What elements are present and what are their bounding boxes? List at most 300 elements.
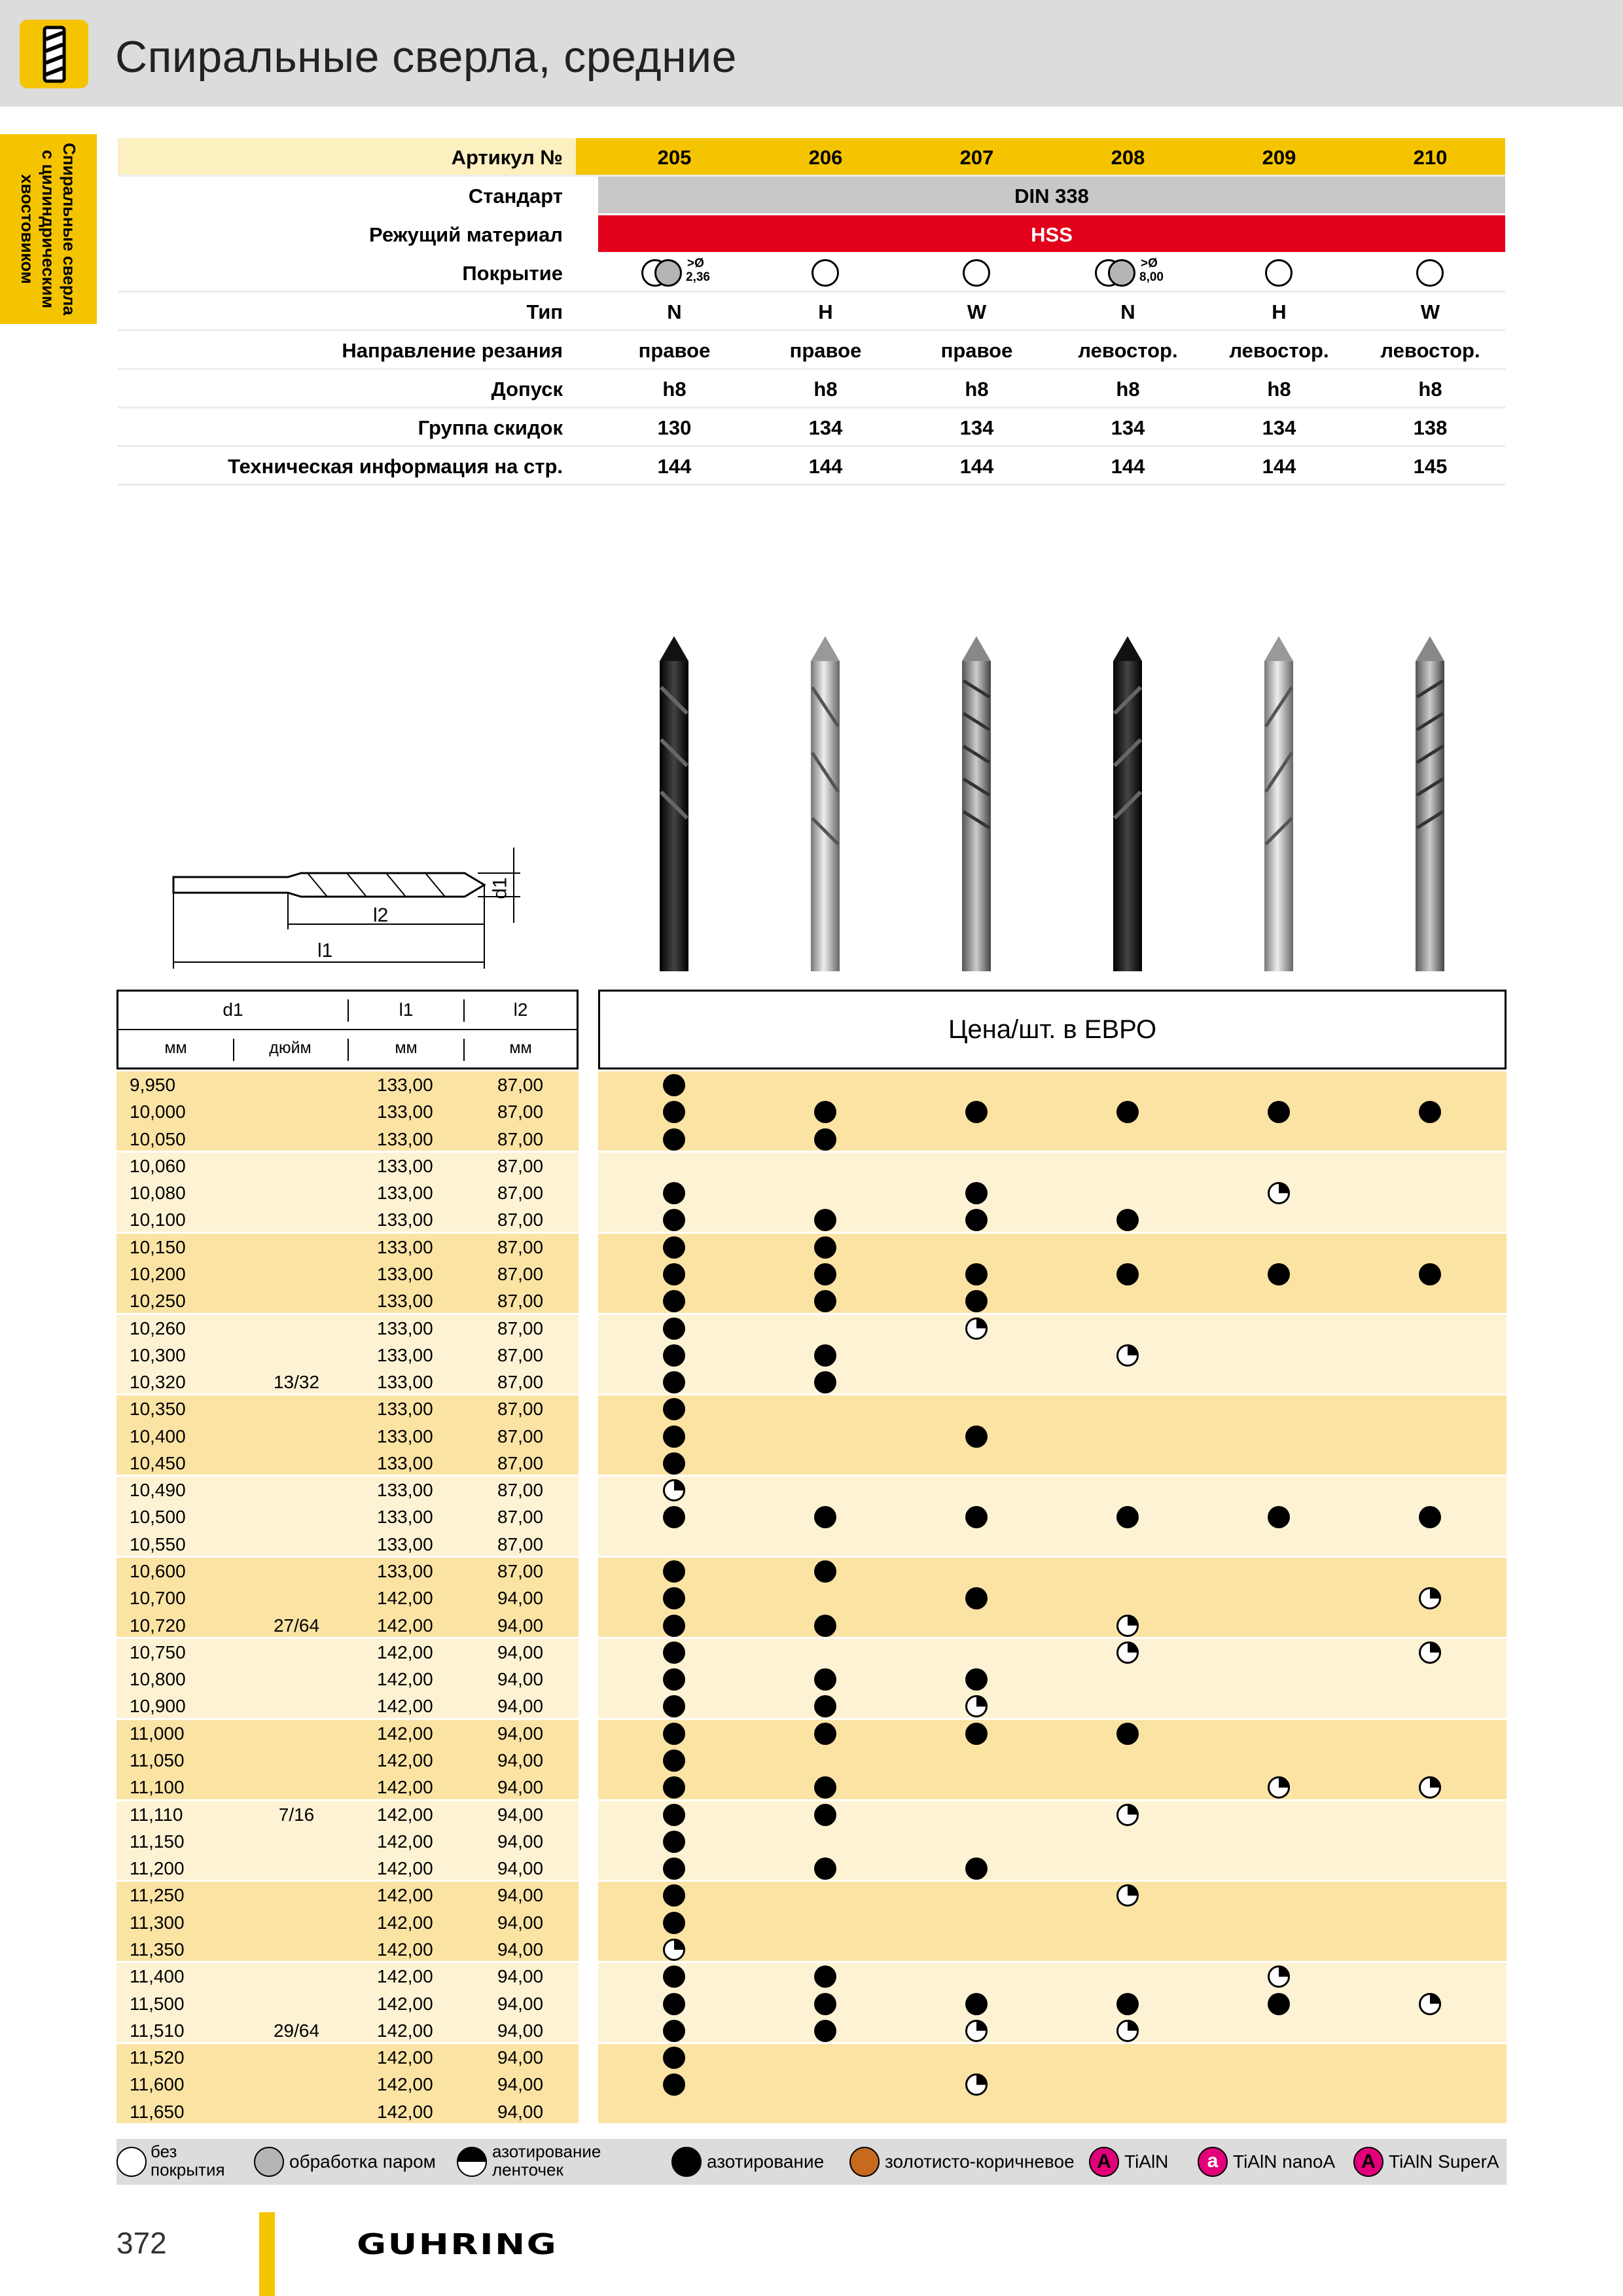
stock-available-icon <box>663 1749 685 1772</box>
stock-available-icon <box>814 1668 836 1691</box>
table-row <box>116 1450 579 1477</box>
head-l1: l1 <box>399 999 414 1020</box>
brand-logo: GUHRING <box>357 2228 558 2261</box>
stock-limited-icon <box>1268 1182 1290 1204</box>
drill-dimension-diagram <box>164 844 530 975</box>
stock-limited-icon <box>1419 1641 1441 1664</box>
tolerance-value: h8 <box>813 378 838 401</box>
tolerance-value: h8 <box>1418 378 1442 401</box>
cell-l2: 87,00 <box>497 1102 544 1122</box>
unit-inch: дюйм <box>269 1039 312 1057</box>
cell-l1: 133,00 <box>377 1102 433 1122</box>
cell-l2: 87,00 <box>497 1318 544 1338</box>
cell-l2: 94,00 <box>497 1993 544 2014</box>
tech-page-value: 144 <box>808 455 843 478</box>
legend-label: без покрытия <box>151 2142 225 2179</box>
tech-page-value: 144 <box>959 455 994 478</box>
stock-available-icon <box>663 1371 685 1393</box>
label-material: Режущий материал <box>369 223 563 246</box>
tech-page-value: 144 <box>657 455 692 478</box>
cell-d1-mm: 11,150 <box>130 1831 185 1852</box>
stock-available-icon <box>814 1263 836 1285</box>
tialn-supera-icon: A <box>1353 2147 1383 2177</box>
material-value: HSS <box>1031 223 1073 246</box>
article-210: 210 <box>1413 146 1448 169</box>
cell-l1: 133,00 <box>377 1344 433 1365</box>
stock-available-icon <box>814 1615 836 1637</box>
stock-limited-icon <box>1268 1965 1290 1988</box>
table-row <box>116 1098 579 1125</box>
cell-d1-mm: 10,720 <box>130 1615 186 1636</box>
drill-209-icon <box>1264 636 1293 971</box>
type-value: H <box>818 300 833 323</box>
cell-d1-mm: 10,400 <box>130 1426 186 1446</box>
table-row <box>116 1153 579 1179</box>
strip-nitrided-icon <box>457 2147 487 2177</box>
cell-l1: 133,00 <box>377 1155 433 1176</box>
stock-available-icon <box>965 1723 988 1745</box>
stock-available-icon <box>965 1993 988 2015</box>
table-row <box>116 1666 579 1693</box>
table-row <box>116 1423 579 1450</box>
coating-note: >Ø <box>1141 257 1158 270</box>
table-row <box>116 1585 579 1611</box>
stock-available-icon <box>965 1182 988 1204</box>
row-band <box>598 1071 1507 1151</box>
cell-d1-inch: 27/64 <box>273 1615 320 1636</box>
drill-images <box>0 0 1623 982</box>
article-207: 207 <box>959 146 994 169</box>
stock-available-icon <box>663 1857 685 1880</box>
table-row <box>116 1774 579 1801</box>
cell-d1-mm: 11,520 <box>130 2047 185 2068</box>
cell-l2: 87,00 <box>497 1561 544 1582</box>
drill-206-icon <box>811 636 840 971</box>
article-206: 206 <box>808 146 843 169</box>
stock-available-icon <box>663 1182 685 1204</box>
discount-value: 134 <box>959 416 994 439</box>
nitrided-icon <box>671 2147 702 2177</box>
footer-accent-bar <box>259 2212 275 2296</box>
stock-available-icon <box>663 1426 685 1448</box>
tolerance-value: h8 <box>1267 378 1291 401</box>
row-band <box>598 1882 1507 1961</box>
table-row <box>116 1882 579 1909</box>
table-row <box>116 1639 579 1666</box>
cell-d1-mm: 11,350 <box>130 1939 185 1960</box>
cell-d1-mm: 10,550 <box>130 1534 186 1554</box>
row-band <box>598 1801 1507 1880</box>
discount-value: 138 <box>1413 416 1448 439</box>
cell-l1: 142,00 <box>377 1993 433 2014</box>
cell-l2: 87,00 <box>497 1480 544 1501</box>
cell-l1: 142,00 <box>377 1831 433 1852</box>
cell-l2: 87,00 <box>497 1128 544 1149</box>
cell-l1: 142,00 <box>377 1723 433 1744</box>
type-value: N <box>667 300 682 323</box>
cell-l2: 87,00 <box>497 1183 544 1204</box>
stock-limited-icon <box>1116 1344 1139 1367</box>
cell-l1: 133,00 <box>377 1263 433 1284</box>
table-row <box>116 1990 579 2017</box>
direction-value: правое <box>638 339 711 362</box>
coating-note: 8,00 <box>1139 270 1164 284</box>
unit-mm: мм <box>164 1039 187 1057</box>
table-row <box>116 1234 579 1261</box>
cell-d1-mm: 10,320 <box>130 1372 186 1393</box>
gold-brown-icon <box>849 2147 880 2177</box>
cell-d1-mm: 11,050 <box>130 1750 185 1770</box>
unit-mm: мм <box>509 1039 532 1057</box>
standard-value: DIN 338 <box>1014 185 1089 207</box>
stock-available-icon <box>814 1560 836 1583</box>
cell-l2: 94,00 <box>497 1696 544 1717</box>
cell-l2: 94,00 <box>497 1723 544 1744</box>
cell-l1: 133,00 <box>377 1452 433 1473</box>
table-row <box>116 1342 579 1369</box>
type-value: N <box>1120 300 1135 323</box>
page-number: 372 <box>116 2226 167 2260</box>
cell-d1-mm: 10,350 <box>130 1399 186 1420</box>
tialn-nanoa-icon: a <box>1198 2147 1228 2177</box>
stock-available-icon <box>663 1452 685 1475</box>
table-row <box>116 1503 579 1530</box>
table-row <box>116 1612 579 1639</box>
stock-available-icon <box>814 1290 836 1312</box>
stock-available-icon <box>663 1668 685 1691</box>
cell-d1-mm: 11,600 <box>130 2074 185 2095</box>
stock-available-icon <box>814 1344 836 1367</box>
cell-l1: 142,00 <box>377 2074 433 2095</box>
cell-l1: 142,00 <box>377 1777 433 1798</box>
cell-d1-mm: 10,750 <box>130 1641 186 1662</box>
stock-available-icon <box>663 2047 685 2069</box>
cell-l2: 94,00 <box>497 1777 544 1798</box>
table-row <box>116 1126 579 1153</box>
tech-page-value: 144 <box>1111 455 1145 478</box>
stock-limited-icon <box>1116 1804 1139 1826</box>
stock-available-icon <box>663 1263 685 1285</box>
stock-available-icon <box>965 1290 988 1312</box>
direction-value: левостор. <box>1380 339 1480 362</box>
cell-l2: 94,00 <box>497 1615 544 1636</box>
article-209: 209 <box>1262 146 1296 169</box>
row-band <box>598 1234 1507 1313</box>
discount-value: 134 <box>1262 416 1296 439</box>
stock-available-icon <box>663 1236 685 1259</box>
table-row <box>116 1963 579 1990</box>
cell-d1-mm: 10,000 <box>130 1102 186 1122</box>
cell-l2: 87,00 <box>497 1155 544 1176</box>
cell-l2: 87,00 <box>497 1507 544 1528</box>
uncoated-icon <box>116 2147 147 2177</box>
stock-available-icon <box>1116 1263 1139 1285</box>
cell-d1-mm: 11,300 <box>130 1912 185 1933</box>
cell-d1-mm: 11,000 <box>130 1723 185 1744</box>
stock-available-icon <box>814 1128 836 1151</box>
cell-l1: 142,00 <box>377 2047 433 2068</box>
side-tab-line: хвостовиком <box>18 174 37 284</box>
cell-l1: 142,00 <box>377 1669 433 1690</box>
cell-d1-mm: 10,200 <box>130 1263 186 1284</box>
stock-limited-icon <box>1116 1641 1139 1664</box>
stock-available-icon <box>1268 1993 1290 2015</box>
cell-l1: 133,00 <box>377 1075 433 1095</box>
cell-l1: 142,00 <box>377 1939 433 1960</box>
stock-available-icon <box>814 2020 836 2042</box>
stock-available-icon <box>814 1857 836 1880</box>
drill-208-icon <box>1113 636 1142 971</box>
cell-d1-mm: 10,050 <box>130 1128 186 1149</box>
tolerance-value: h8 <box>1116 378 1140 401</box>
cell-l1: 133,00 <box>377 1480 433 1501</box>
steam-treated-icon <box>254 2147 284 2177</box>
tech-page-value: 145 <box>1413 455 1448 478</box>
stock-available-icon <box>965 1668 988 1691</box>
cell-d1-mm: 11,100 <box>130 1777 185 1798</box>
cell-l2: 94,00 <box>497 1858 544 1879</box>
label-article: Артикул № <box>451 146 563 169</box>
cell-l2: 94,00 <box>497 1885 544 1906</box>
stock-available-icon <box>814 1236 836 1259</box>
label-standard: Стандарт <box>468 185 563 207</box>
stock-available-icon <box>663 1804 685 1826</box>
row-band <box>598 1395 1507 1475</box>
cell-d1-mm: 10,080 <box>130 1183 186 1204</box>
cell-l1: 142,00 <box>377 2020 433 2041</box>
discount-value: 134 <box>1111 416 1145 439</box>
legend-label: TiAlN SuperA <box>1389 2151 1499 2172</box>
stock-available-icon <box>663 2020 685 2042</box>
cell-l1: 142,00 <box>377 1641 433 1662</box>
cell-l1: 142,00 <box>377 1912 433 1933</box>
stock-available-icon <box>814 1371 836 1393</box>
coating-legend <box>116 2139 1507 2185</box>
cell-l1: 142,00 <box>377 2101 433 2122</box>
table-row <box>116 1315 579 1342</box>
cell-l2: 87,00 <box>497 1452 544 1473</box>
cell-l2: 87,00 <box>497 1372 544 1393</box>
side-tab-line: с цилиндрическим <box>39 149 58 309</box>
stock-available-icon <box>663 1074 685 1096</box>
stock-limited-icon <box>1116 1615 1139 1637</box>
stock-available-icon <box>1116 1993 1139 2015</box>
cell-d1-mm: 10,300 <box>130 1344 186 1365</box>
cell-d1-mm: 10,600 <box>130 1561 186 1582</box>
stock-available-icon <box>663 1560 685 1583</box>
table-row <box>116 1558 579 1585</box>
cell-d1-mm: 11,650 <box>130 2101 185 2122</box>
stock-available-icon <box>1419 1263 1441 1285</box>
cell-l1: 133,00 <box>377 1210 433 1230</box>
side-tab-line: Спиральные сверла <box>60 143 79 315</box>
cell-l1: 142,00 <box>377 1615 433 1636</box>
table-row <box>116 1720 579 1747</box>
cell-d1-inch: 7/16 <box>278 1804 315 1825</box>
cell-l2: 94,00 <box>497 1804 544 1825</box>
stock-available-icon <box>814 1723 836 1745</box>
cell-l2: 94,00 <box>497 1641 544 1662</box>
cell-d1-inch: 29/64 <box>273 2020 320 2041</box>
row-band <box>598 1639 1507 1718</box>
cell-l2: 94,00 <box>497 2020 544 2041</box>
cell-d1-mm: 10,800 <box>130 1669 186 1690</box>
cell-l2: 94,00 <box>497 1939 544 1960</box>
row-band <box>598 1315 1507 1394</box>
table-row <box>116 1693 579 1719</box>
cell-l1: 133,00 <box>377 1318 433 1338</box>
table-row <box>116 1261 579 1287</box>
cell-d1-mm: 11,110 <box>130 1804 183 1825</box>
drill-210-icon <box>1416 636 1444 971</box>
stock-available-icon <box>814 1993 836 2015</box>
table-row <box>116 1801 579 1828</box>
stock-available-icon <box>965 1426 988 1448</box>
tolerance-value: h8 <box>662 378 687 401</box>
table-row <box>116 1855 579 1882</box>
row-band <box>598 2044 1507 2123</box>
label-direction: Направление резания <box>342 339 563 362</box>
cell-l2: 94,00 <box>497 2101 544 2122</box>
unit-mm: мм <box>395 1039 418 1057</box>
stock-limited-icon <box>965 1318 988 1340</box>
cell-l2: 87,00 <box>497 1263 544 1284</box>
cell-l1: 142,00 <box>377 1588 433 1609</box>
cell-l1: 142,00 <box>377 1804 433 1825</box>
cell-l2: 87,00 <box>497 1291 544 1312</box>
direction-value: левостор. <box>1078 339 1178 362</box>
cell-l1: 133,00 <box>377 1426 433 1446</box>
stock-available-icon <box>663 1318 685 1340</box>
stock-available-icon <box>814 1965 836 1988</box>
cell-l1: 133,00 <box>377 1399 433 1420</box>
label-discount: Группа скидок <box>418 416 563 439</box>
table-row <box>116 1287 579 1314</box>
table-row <box>116 2017 579 2044</box>
direction-value: правое <box>789 339 862 362</box>
cell-l1: 142,00 <box>377 1858 433 1879</box>
stock-limited-icon <box>965 2020 988 2042</box>
legend-label: азотирование <box>707 2151 825 2172</box>
cell-d1-inch: 13/32 <box>273 1372 320 1393</box>
cell-l2: 87,00 <box>497 1344 544 1365</box>
cell-l2: 87,00 <box>497 1210 544 1230</box>
legend-label: обработка паром <box>289 2151 436 2172</box>
table-row <box>116 2071 579 2098</box>
stock-available-icon <box>965 1857 988 1880</box>
legend-label: TiAlN <box>1124 2151 1169 2172</box>
table-row <box>116 1936 579 1963</box>
dimension-table-header <box>116 990 579 1069</box>
article-205: 205 <box>657 146 692 169</box>
table-row <box>116 2098 579 2125</box>
cell-d1-mm: 9,950 <box>130 1075 176 1095</box>
legend-label: золотисто-коричневое <box>885 2151 1075 2172</box>
l2-label: l2 <box>373 905 389 926</box>
cell-l1: 142,00 <box>377 1885 433 1906</box>
cell-l1: 133,00 <box>377 1236 433 1257</box>
row-band <box>598 1558 1507 1637</box>
label-tolerance: Допуск <box>491 378 563 401</box>
cell-l2: 87,00 <box>497 1236 544 1257</box>
cell-l1: 133,00 <box>377 1291 433 1312</box>
cell-l1: 133,00 <box>377 1372 433 1393</box>
table-row <box>116 1477 579 1503</box>
cell-l2: 87,00 <box>497 1075 544 1095</box>
tolerance-value: h8 <box>965 378 989 401</box>
type-value: W <box>967 300 987 323</box>
cell-d1-mm: 10,060 <box>130 1155 186 1176</box>
cell-l1: 142,00 <box>377 1750 433 1770</box>
table-row <box>116 1828 579 1855</box>
cell-l1: 133,00 <box>377 1507 433 1528</box>
stock-limited-icon <box>1419 1993 1441 2015</box>
table-row <box>116 1179 579 1206</box>
page-title: Спиральные сверла, средние <box>115 32 737 82</box>
cell-d1-mm: 11,250 <box>130 1885 185 1906</box>
cell-l2: 94,00 <box>497 2047 544 2068</box>
cell-d1-mm: 10,490 <box>130 1480 186 1501</box>
table-row <box>116 1531 579 1558</box>
table-row <box>116 1369 579 1395</box>
cell-d1-mm: 11,510 <box>130 2020 185 2041</box>
stock-available-icon <box>1268 1263 1290 1285</box>
cell-l2: 94,00 <box>497 1750 544 1770</box>
cell-d1-mm: 10,700 <box>130 1588 186 1609</box>
price-header <box>598 990 1507 1069</box>
cell-l2: 94,00 <box>497 1669 544 1690</box>
cell-d1-mm: 10,250 <box>130 1291 186 1312</box>
cell-d1-mm: 10,500 <box>130 1507 186 1528</box>
cell-l1: 133,00 <box>377 1128 433 1149</box>
stock-available-icon <box>663 1344 685 1367</box>
cell-l1: 142,00 <box>377 1966 433 1987</box>
cell-l1: 142,00 <box>377 1696 433 1717</box>
cell-l2: 94,00 <box>497 1912 544 1933</box>
legend-label: азотирование ленточек <box>492 2142 601 2179</box>
price-title: Цена/шт. в ЕВРО <box>948 1015 1157 1044</box>
row-band <box>598 1153 1507 1232</box>
stock-available-icon <box>663 1912 685 1934</box>
cell-l2: 94,00 <box>497 1831 544 1852</box>
table-row <box>116 2044 579 2071</box>
stock-available-icon <box>965 1263 988 1285</box>
cell-l2: 87,00 <box>497 1399 544 1420</box>
cell-d1-mm: 11,200 <box>130 1858 185 1879</box>
stock-available-icon <box>663 1993 685 2015</box>
type-value: H <box>1272 300 1287 323</box>
table-row <box>116 1909 579 1936</box>
cell-d1-mm: 10,260 <box>130 1318 186 1338</box>
cell-d1-mm: 11,400 <box>130 1966 185 1987</box>
stock-limited-icon <box>663 1479 685 1501</box>
label-tech-info: Техническая информация на стр. <box>228 455 563 478</box>
head-l2: l2 <box>513 999 528 1020</box>
label-coating: Покрытие <box>462 262 563 285</box>
cell-l2: 87,00 <box>497 1426 544 1446</box>
cell-l2: 87,00 <box>497 1534 544 1554</box>
table-row <box>116 1747 579 1774</box>
stock-available-icon <box>663 1615 685 1637</box>
l1-label: l1 <box>317 940 333 961</box>
table-row <box>116 1071 579 1098</box>
table-row <box>116 1395 579 1422</box>
cell-d1-mm: 10,100 <box>130 1210 186 1230</box>
cell-d1-mm: 10,450 <box>130 1452 186 1473</box>
cell-l1: 133,00 <box>377 1561 433 1582</box>
type-value: W <box>1420 300 1440 323</box>
stock-available-icon <box>663 1128 685 1151</box>
